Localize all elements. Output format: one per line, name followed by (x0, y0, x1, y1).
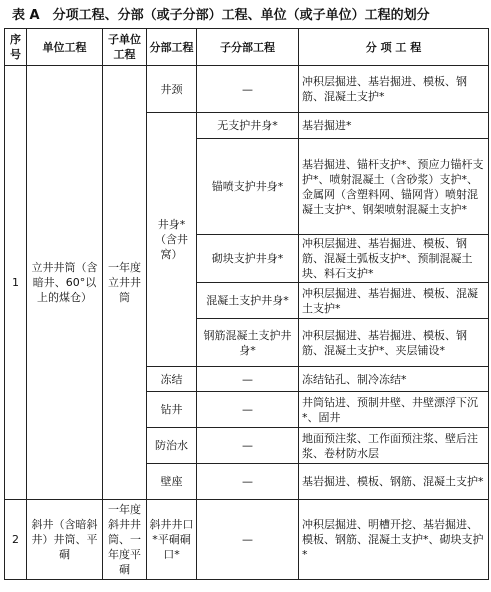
cell-subdivision: — (197, 367, 299, 392)
header-unit: 单位工程 (27, 29, 103, 66)
cell-subdivision: 砌块支护井身* (197, 235, 299, 283)
table-row (5, 500, 489, 580)
header-division: 分部工程 (147, 29, 197, 66)
header-item: 分 项 工 程 (299, 29, 489, 66)
cell-division: 斜井井口*平硐硐口* (147, 500, 197, 580)
cell-subdivision: — (197, 464, 299, 500)
cell-item: 基岩掘进、锚杆支护*、预应力锚杆支护*、喷射混凝土（含砂浆）支护*、金属网（含塑料网、锚网背）喷射混凝土支护*、钢架喷射混凝土支护* (299, 139, 489, 235)
table-title: 表 A 分项工程、分部（或子分部）工程、单位（或子单位）工程的划分 (12, 8, 430, 23)
cell-item: 冲积层掘进、明槽开挖、基岩掘进、模板、钢筋、混凝土支护*、砌块支护* (299, 500, 489, 580)
cell-division: 井颈 (147, 66, 197, 113)
cell-division: 井身*（含井窝） (147, 113, 197, 367)
cell-subdivision: 锚喷支护井身* (197, 139, 299, 235)
cell-division: 壁座 (147, 464, 197, 500)
cell-subunit: 一年度立井井筒 (103, 66, 147, 500)
header-subunit: 子单位工程 (103, 29, 147, 66)
cell-item: 冲积层掘进、基岩掘进、模板、混凝土支护* (299, 283, 489, 319)
cell-item: 冻结钻孔、制冷冻结* (299, 367, 489, 392)
table-row (5, 66, 489, 113)
cell-subdivision: 钢筋混凝土支护井身* (197, 319, 299, 367)
header-no: 序号 (5, 29, 27, 66)
cell-subdivision: 混凝土支护井身* (197, 283, 299, 319)
cell-item: 基岩掘进、模板、钢筋、混凝土支护* (299, 464, 489, 500)
cell-division: 钻井 (147, 392, 197, 428)
cell-unit: 立井井筒（含暗井、60°以上的煤仓） (27, 66, 103, 500)
cell-subdivision: — (197, 66, 299, 113)
cell-subdivision: — (197, 428, 299, 464)
header-subdivision: 子分部工程 (197, 29, 299, 66)
cell-no: 1 (5, 66, 27, 500)
cell-unit: 斜井（含暗斜井）井筒、平硐 (27, 500, 103, 580)
cell-no: 2 (5, 500, 27, 580)
cell-subdivision: — (197, 392, 299, 428)
cell-subdivision: — (197, 500, 299, 580)
cell-item: 井筒钻进、预制井壁、井壁漂浮下沉*、固井 (299, 392, 489, 428)
cell-division: 防治水 (147, 428, 197, 464)
cell-item: 冲积层掘进、基岩掘进、模板、钢筋、混凝土弧板支护*、预制混凝土块、料石支护* (299, 235, 489, 283)
cell-item: 地面预注浆、工作面预注浆、壁后注浆、卷材防水层 (299, 428, 489, 464)
division-table (4, 28, 489, 580)
cell-subunit: 一年度斜井井筒、一年度平硐 (103, 500, 147, 580)
cell-subdivision: 无支护井身* (197, 113, 299, 139)
cell-item: 基岩掘进* (299, 113, 489, 139)
cell-item: 冲积层掘进、基岩掘进、模板、钢筋、混凝土支护* (299, 66, 489, 113)
cell-item: 冲积层掘进、基岩掘进、模板、钢筋、混凝土支护*、夹层铺设* (299, 319, 489, 367)
cell-division: 冻结 (147, 367, 197, 392)
table-header-row (5, 29, 489, 66)
